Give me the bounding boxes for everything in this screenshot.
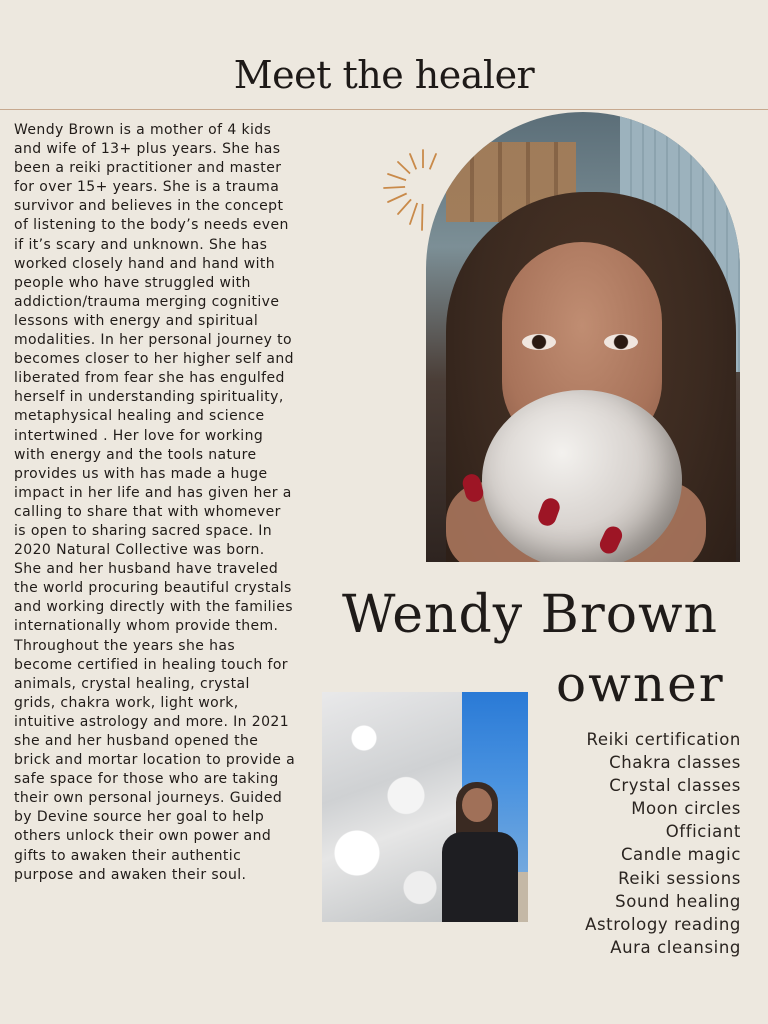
service-item: Moon circles <box>631 799 741 819</box>
service-item: Crystal classes <box>609 776 741 796</box>
services-list <box>585 728 741 959</box>
service-item: Sound healing <box>615 891 741 911</box>
service-item: Reiki certification <box>586 730 741 749</box>
healer-role: owner <box>556 655 725 713</box>
service-item: Officiant <box>665 822 741 842</box>
healer-name: Wendy Brown <box>342 585 719 645</box>
service-item: Candle magic <box>620 845 741 865</box>
crystal-photo <box>322 692 528 922</box>
title-divider <box>0 109 768 110</box>
page-title: Meet the healer <box>233 53 535 98</box>
service-item: Astrology reading <box>585 914 741 934</box>
service-item: Reiki sessions <box>618 868 741 888</box>
service-item: Aura cleansing <box>610 937 741 957</box>
bio-text: Wendy Brown is a mother of 4 kids and wife of 13+ plus years. She has been a reiki practitioner and master for over 15+ years. She is a trauma survivor and believes in the concept of listening to the body’s needs even if it’s scary and unknown. She has worked closely hand and hand with people who have struggled with addiction/trauma merging cognitive lessons with energy and spiritual modalities. In her personal journey to becomes closer to her higher self and liberated from fear she has engulfed herself in understanding spirituality, metaphysical healing and science intertwined . Her love for working with energy and the tools nature provides us with has made a huge impact in her life and has given her a calling to share that with whomever is open to sharing sacred space. In 2020 Natural Collective was born. She and her husband have traveled the world procuring beautiful crystals and working directly with the families internationally whom provide them. Throughout the years she has become certified in healing touch for animals, crystal healing, crystal grids, chakra work, light work, intuitive astrology and more. In 2021 she and her husband opened the brick and mortar location to provide a safe space for those who are taking their own personal journeys. Guided by Devine source her goal to help others unlock their own power and gifts to awaken their authentic purpose and awaken their soul. <box>14 122 296 883</box>
service-item: Chakra classes <box>609 753 741 773</box>
portrait-photo <box>426 112 740 562</box>
sun-icon <box>378 146 468 236</box>
